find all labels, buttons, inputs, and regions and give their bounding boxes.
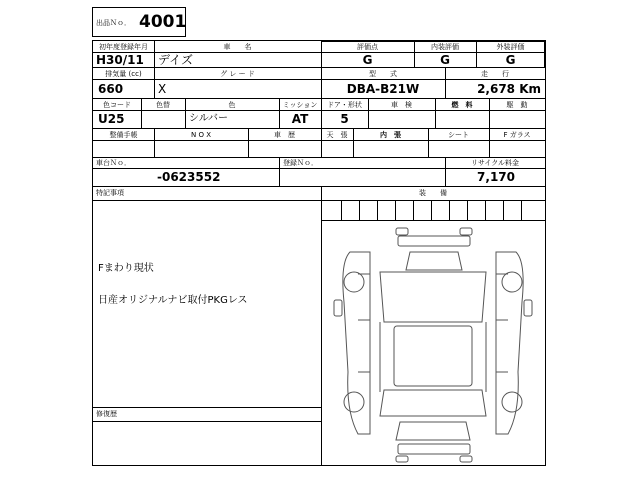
- remark-line-2: 日産オリジナルナビ取付PKGレス: [98, 295, 248, 306]
- lot-number-label: 出品Ｎｏ．: [96, 19, 131, 27]
- inspection-label: 車 検: [391, 101, 412, 109]
- drive-label: 駆 動: [506, 101, 528, 109]
- nox-label: N O X: [191, 131, 211, 139]
- transmission-label: ミッション: [282, 101, 318, 109]
- color-code-label: 色コード: [103, 101, 131, 109]
- displacement-label: 排気量 (cc): [105, 70, 142, 78]
- seat-label: シート: [448, 131, 469, 139]
- interior-score-label: 内装評価: [431, 43, 459, 51]
- mileage-label: 走 行: [481, 70, 509, 78]
- type-label: 型 式: [369, 70, 397, 78]
- score-value: G: [362, 53, 373, 67]
- chassis-label: 車台Ｎｏ．: [96, 159, 131, 167]
- color-label: 色: [228, 101, 236, 109]
- type-value: DBA-B21W: [346, 82, 420, 96]
- displacement-value: 660: [98, 82, 124, 96]
- manual-label: 整備手帳: [109, 131, 138, 139]
- exterior-score-label: 外装評価: [496, 43, 525, 51]
- equipment-label: 装 備: [419, 189, 447, 197]
- interior-trim-label: 内 張: [380, 131, 401, 139]
- recycle-label: リサイクル料金: [470, 159, 520, 167]
- grade-value: X: [158, 82, 167, 96]
- transmission-value: AT: [291, 112, 309, 126]
- fglass-label: F ガラス: [503, 131, 531, 139]
- year-value: H30/11: [96, 53, 144, 67]
- doors-label: ドア・形状: [327, 101, 362, 109]
- car-diagram: [320, 222, 546, 466]
- doors-value: 5: [340, 112, 349, 126]
- equipment-grid: [321, 200, 545, 221]
- mileage-value: 2,678 Km: [477, 82, 541, 96]
- ceiling-label: 天 張: [326, 131, 348, 139]
- score-label: 評価点: [357, 43, 378, 51]
- chassis-value: -0623552: [157, 170, 221, 184]
- remarks-label: 特記事項: [96, 189, 124, 197]
- interior-score-value: G: [440, 53, 450, 67]
- history-label: 車 歴: [274, 131, 295, 139]
- grade-label: グ レ ー ド: [220, 70, 255, 78]
- model-label: 車 名: [223, 43, 252, 51]
- registration-label: 登録Ｎｏ．: [283, 159, 318, 167]
- repair-history-label: 修復歴: [96, 410, 117, 418]
- color-change-label: 色替: [156, 101, 170, 109]
- color-code-value: U25: [98, 112, 125, 126]
- model-value: デイズ: [158, 53, 194, 67]
- lot-number-box: [92, 7, 186, 37]
- lot-number-value: 4001: [139, 12, 187, 32]
- remark-line-1: Fまわり現状: [98, 263, 154, 274]
- year-label: 初年度登録年月: [99, 43, 148, 51]
- fuel-label: 燃 料: [451, 101, 473, 109]
- color-value: シルバー: [189, 113, 229, 124]
- exterior-score-value: G: [505, 53, 516, 67]
- recycle-value: 7,170: [477, 170, 515, 184]
